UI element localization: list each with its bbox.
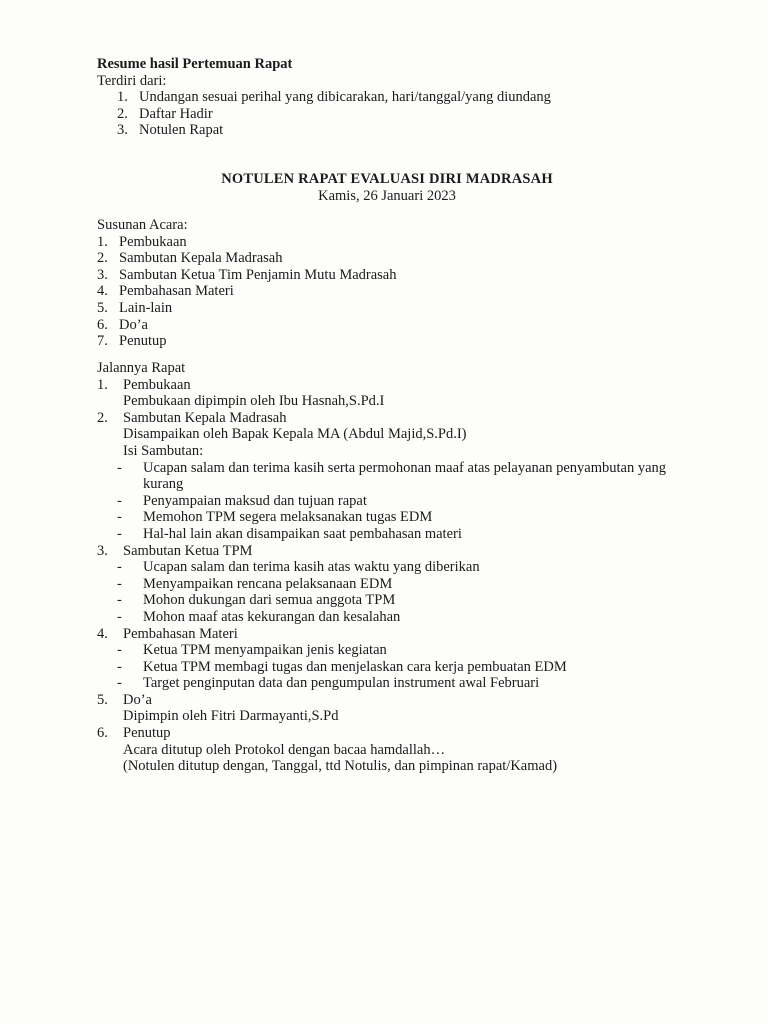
list-number: 3. (97, 266, 108, 283)
bullet-dash: - (117, 459, 122, 476)
list-item (97, 250, 717, 267)
list-item (117, 509, 717, 526)
section-text: Acara ditutup oleh Protokol dengan bacaa hamdallah… (123, 741, 446, 758)
proceedings-item-principal-speech (97, 410, 717, 543)
resume-subtitle: Terdiri dari: (97, 72, 167, 89)
list-text: Penyampaian maksud dan tujuan rapat (143, 492, 367, 509)
proceedings-section (97, 360, 717, 775)
list-item (97, 300, 717, 317)
list-item (97, 89, 717, 106)
list-number: 3. (117, 122, 128, 139)
document-date: Kamis, 26 Januari 2023 (318, 187, 456, 204)
list-item (97, 106, 717, 123)
list-item (117, 559, 717, 576)
agenda-list (97, 234, 717, 350)
bullet-dash: - (117, 608, 122, 625)
list-text: Ucapan salam dan terima kasih atas waktu yang diberikan (143, 559, 480, 576)
list-text: Daftar Hadir (139, 105, 213, 122)
list-text: Ketua TPM menyampaikan jenis kegiatan (143, 642, 387, 659)
bullet-dash: - (117, 509, 122, 526)
proceedings-item-closing (97, 725, 717, 775)
list-text: Target penginputan data dan pengumpulan instrument awal Februari (143, 675, 540, 692)
section-number: 5. (97, 691, 108, 708)
section-text: Pembukaan dipimpin oleh Ibu Hasnah,S.Pd.I (123, 393, 385, 410)
list-text: Mohon dukungan dari semua anggota TPM (143, 592, 396, 609)
resume-section (97, 56, 717, 139)
list-number: 2. (117, 105, 128, 122)
bullet-dash: - (117, 642, 122, 659)
list-text: Ketua TPM membagi tugas dan menjelaskan cara kerja pembuatan EDM (143, 658, 567, 675)
section-title: Sambutan Ketua TPM (123, 542, 253, 559)
list-text: Do’a (119, 316, 148, 333)
list-item (117, 675, 717, 692)
list-number: 2. (97, 250, 108, 267)
bullet-dash: - (117, 675, 122, 692)
proceedings-title: Jalannya Rapat (97, 360, 186, 376)
agenda-section (97, 217, 717, 350)
section-number: 2. (97, 409, 108, 426)
list-text: Ucapan salam dan terima kasih serta permohonan maaf atas pelayanan penyambutan yang kurang (143, 459, 666, 493)
bullet-dash: - (117, 492, 122, 509)
list-text: Penutup (119, 333, 167, 350)
bullet-dash: - (117, 525, 122, 542)
resume-title: Resume hasil Pertemuan Rapat (97, 56, 293, 72)
resume-list (97, 89, 717, 139)
list-item (97, 234, 717, 251)
list-item (117, 493, 717, 510)
list-text: Menyampaikan rencana pelaksanaan EDM (143, 575, 393, 592)
section-number: 6. (97, 725, 108, 742)
list-number: 7. (97, 333, 108, 350)
list-item (97, 317, 717, 334)
bullet-dash: - (117, 592, 122, 609)
section-number: 1. (97, 376, 108, 393)
list-item (117, 460, 717, 493)
list-number: 6. (97, 316, 108, 333)
bullet-list (97, 460, 717, 543)
proceedings-item-tpm-speech (97, 543, 717, 626)
list-text: Sambutan Ketua Tim Penjamin Mutu Madrasah (119, 266, 397, 283)
list-item (97, 267, 717, 284)
section-number: 4. (97, 625, 108, 642)
section-text: Disampaikan oleh Bapak Kepala MA (Abdul Majid,S.Pd.I) (123, 426, 467, 443)
section-number: 3. (97, 542, 108, 559)
proceedings-item-materials (97, 626, 717, 692)
section-title: Penutup (123, 725, 171, 742)
list-text: Memohon TPM segera melaksanakan tugas EDM (143, 509, 433, 526)
bullet-dash: - (117, 575, 122, 592)
list-number: 1. (117, 89, 128, 106)
section-text: (Notulen ditutup dengan, Tanggal, ttd Notulis, dan pimpinan rapat/Kamad) (123, 758, 558, 775)
list-text: Lain-lain (119, 299, 173, 316)
section-title: Sambutan Kepala Madrasah (123, 409, 287, 426)
section-text: Isi Sambutan: (123, 442, 204, 459)
list-text: Pembahasan Materi (119, 283, 234, 300)
list-text: Sambutan Kepala Madrasah (119, 250, 283, 267)
section-text: Dipimpin oleh Fitri Darmayanti,S.Pd (123, 708, 339, 725)
document-title: NOTULEN RAPAT EVALUASI DIRI MADRASAH (221, 171, 553, 187)
list-item (117, 609, 717, 626)
list-text: Undangan sesuai perihal yang dibicarakan, hari/tanggal/yang diundang (139, 89, 551, 106)
list-text: Mohon maaf atas kekurangan dan kesalahan (143, 608, 401, 625)
notulen-heading (97, 171, 677, 204)
section-title: Pembukaan (123, 376, 191, 393)
proceedings-item-opening (97, 377, 717, 410)
bullet-list (97, 642, 717, 692)
bullet-list (97, 559, 717, 625)
list-text: Hal-hal lain akan disampaikan saat pembahasan materi (143, 525, 462, 542)
list-number: 1. (97, 233, 108, 250)
list-item (97, 283, 717, 300)
agenda-title: Susunan Acara: (97, 217, 188, 233)
list-item (117, 592, 717, 609)
list-item (117, 659, 717, 676)
list-number: 4. (97, 283, 108, 300)
section-title: Pembahasan Materi (123, 625, 238, 642)
list-item (97, 333, 717, 350)
list-item (117, 642, 717, 659)
list-number: 5. (97, 299, 108, 316)
list-text: Pembukaan (119, 233, 187, 250)
section-title: Do’a (123, 691, 152, 708)
list-item (117, 576, 717, 593)
list-item (117, 526, 717, 543)
bullet-dash: - (117, 658, 122, 675)
list-text: Notulen Rapat (139, 122, 224, 139)
proceedings-item-prayer (97, 692, 717, 725)
bullet-dash: - (117, 559, 122, 576)
list-item (97, 122, 717, 139)
